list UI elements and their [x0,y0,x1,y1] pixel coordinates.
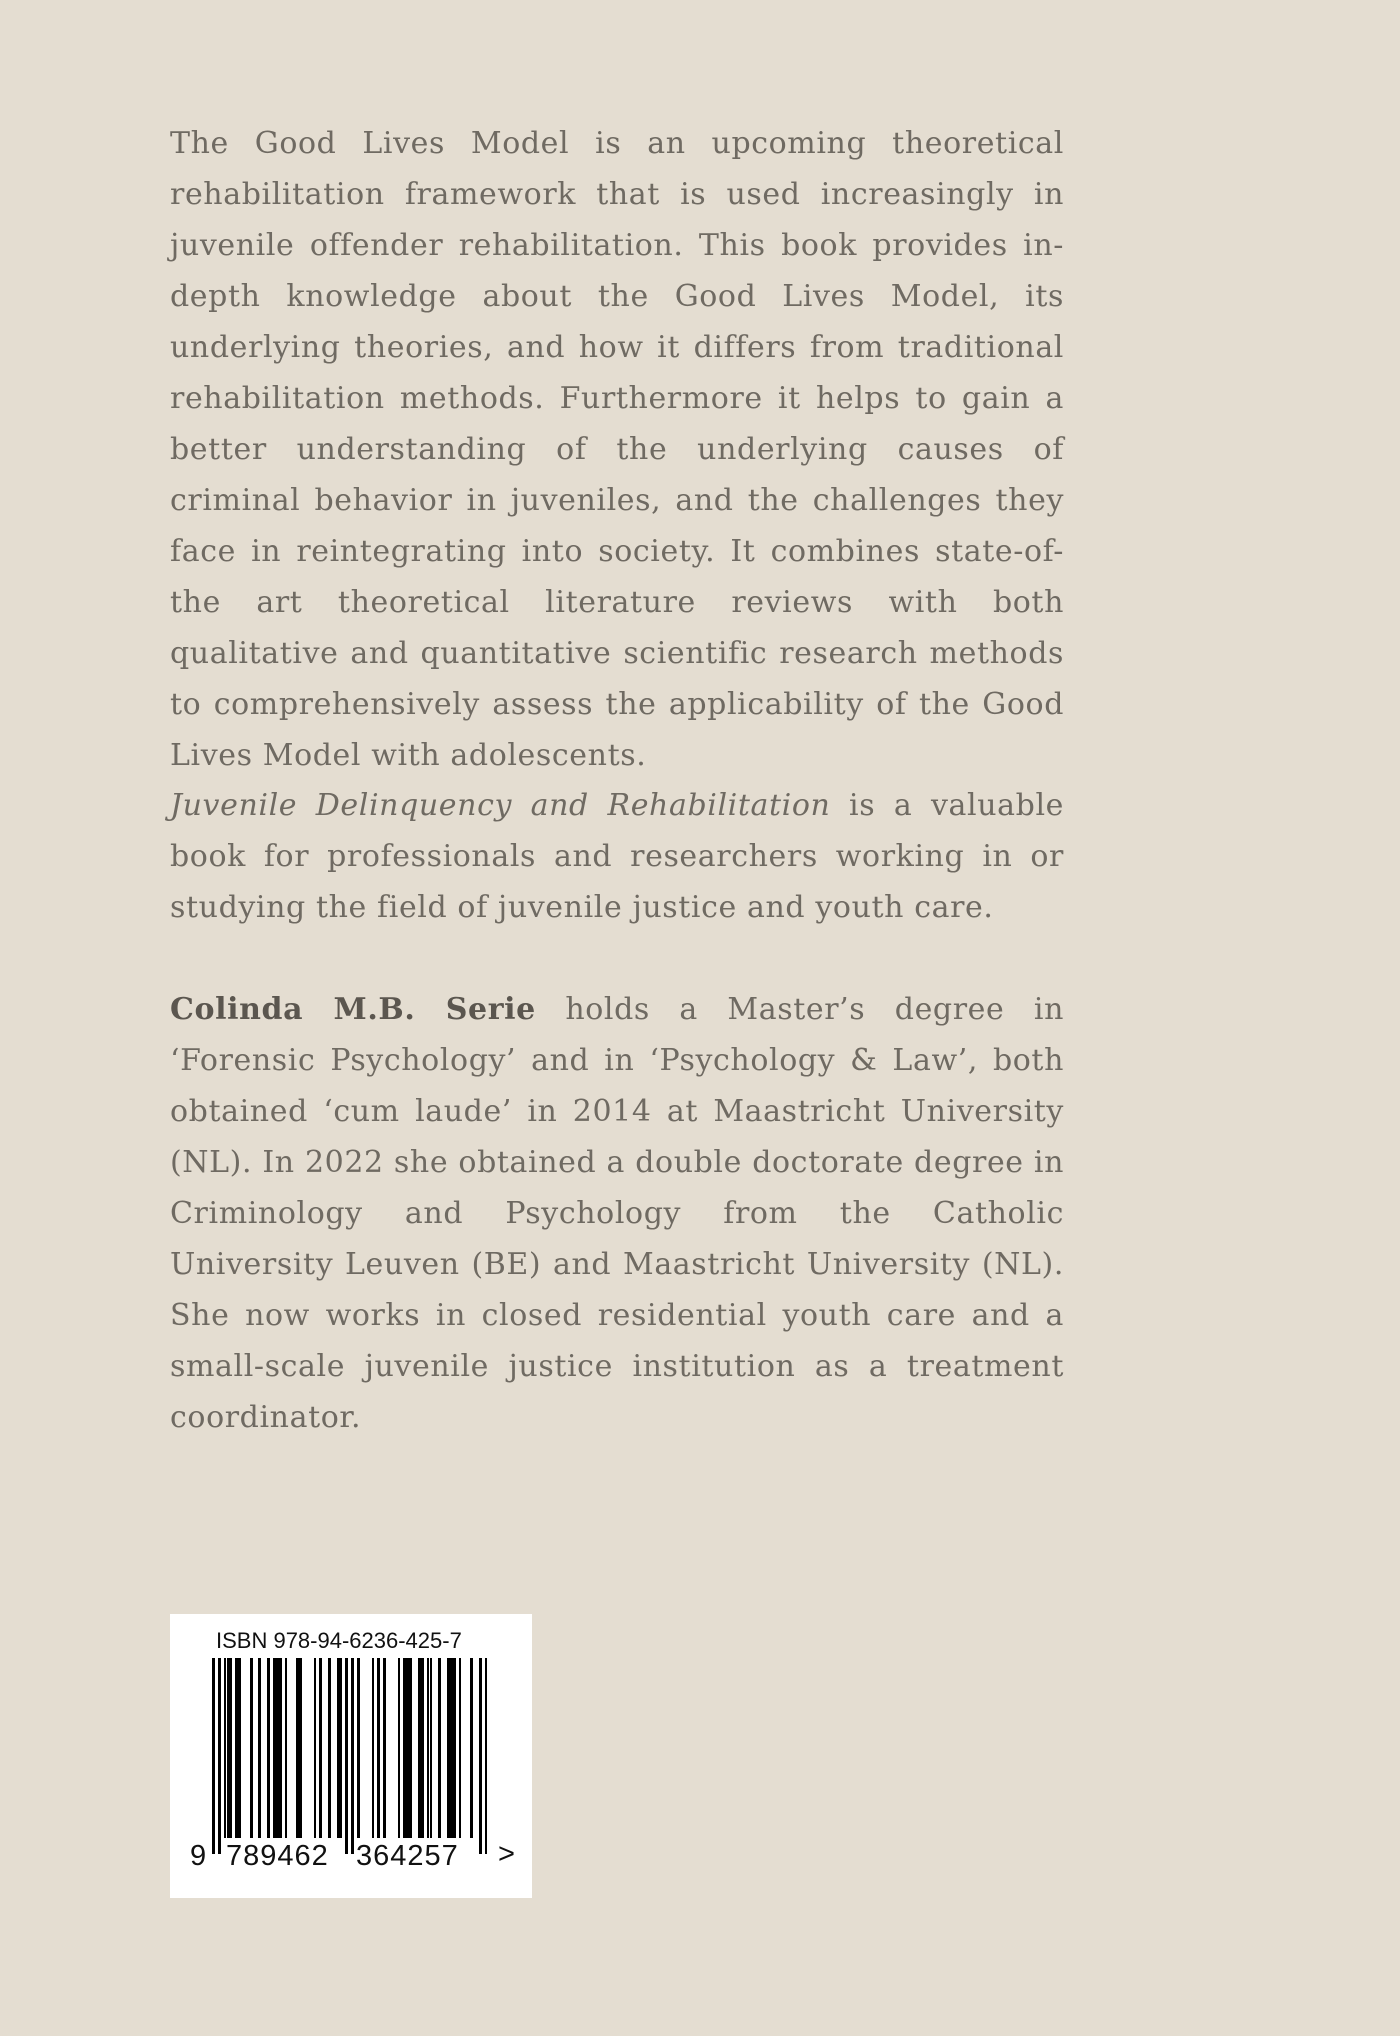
barcode-bar [218,1658,221,1854]
barcode-bar [238,1658,241,1838]
author-bio-text: holds a Master’s degree in ‘Forensic Psychology’ and in ‘Psychology & Law’, both obtained ‘cum laude’ in 2014 at Maastricht University (NL). In 2022 she obtained a double doctorate degree in Criminology and Psychology from the Catholic University Leuven (BE) and Maastricht University (NL). She now works in closed residential youth care and a small-scale juvenile justice institution as a treatment coordinator. [170,992,1064,1435]
barcode-bar [377,1658,380,1838]
barcode-bar [212,1658,215,1854]
barcode-bar [267,1658,270,1838]
barcode-bar [398,1658,401,1838]
barcode-bar [438,1658,441,1838]
barcode-bar [340,1658,343,1838]
isbn-label: ISBN 978-94-6236-425-7 [216,1628,462,1653]
tagline-paragraph [170,780,1064,933]
barcode-bar [299,1658,302,1838]
barcode-bar [328,1658,331,1838]
blurb-section [170,118,1064,781]
barcode-bar [421,1658,424,1838]
barcode-bar [470,1658,473,1838]
barcode-bars [212,1658,482,1858]
isbn-barcode [170,1614,532,1898]
barcode-bar [430,1658,433,1838]
barcode-end-mark: > [498,1838,515,1870]
barcode-bar [314,1658,317,1838]
barcode-bar [319,1658,322,1838]
barcode-bar [285,1658,288,1838]
barcode-bar [383,1658,386,1838]
barcode-bar [453,1658,456,1838]
blurb-paragraph: The Good Lives Model is an upcoming theoretical rehabilitation framework that is used increasingly in juvenile offender rehabilitation. This book provides in-depth knowledge about the Good Lives Model, its underlying theories, and how it differs from traditional rehabilitation methods. Furthermore it helps to gain a better understanding of the underlying causes of criminal behavior in juveniles, and the challenges they face in reintegrating into society. It combines state-of-the art theoretical literature reviews with both qualitative and quantitative scientific research methods to comprehensively assess the applicability of the Good Lives Model with adolescents. [170,126,1064,773]
barcode-left-digits: 789462 [226,1840,329,1872]
barcode-bar [345,1658,348,1854]
tagline-text: is a valuable book for professionals and researchers working in or studying the field of juvenile justice and youth care. [170,788,1064,925]
barcode-right-digits: 364257 [356,1840,459,1872]
barcode-bar [351,1658,354,1854]
tagline-section [170,780,1064,933]
barcode-bar [485,1658,488,1854]
book-title: Juvenile Delinquency and Rehabilitation [170,788,831,823]
barcode-bar [279,1658,282,1838]
barcode-bar [479,1658,482,1854]
barcode-bar [357,1658,360,1838]
barcode-bar [372,1658,375,1838]
barcode-bar [258,1658,261,1838]
barcode-bar [459,1658,462,1838]
barcode-bar [409,1658,412,1838]
barcode-bar [229,1658,232,1838]
barcode-bar [250,1658,253,1838]
author-name: Colinda M.B. Serie [170,992,536,1027]
author-bio-section [170,984,1064,1443]
author-bio-paragraph [170,984,1064,1443]
barcode-lead-digit: 9 [190,1840,207,1872]
